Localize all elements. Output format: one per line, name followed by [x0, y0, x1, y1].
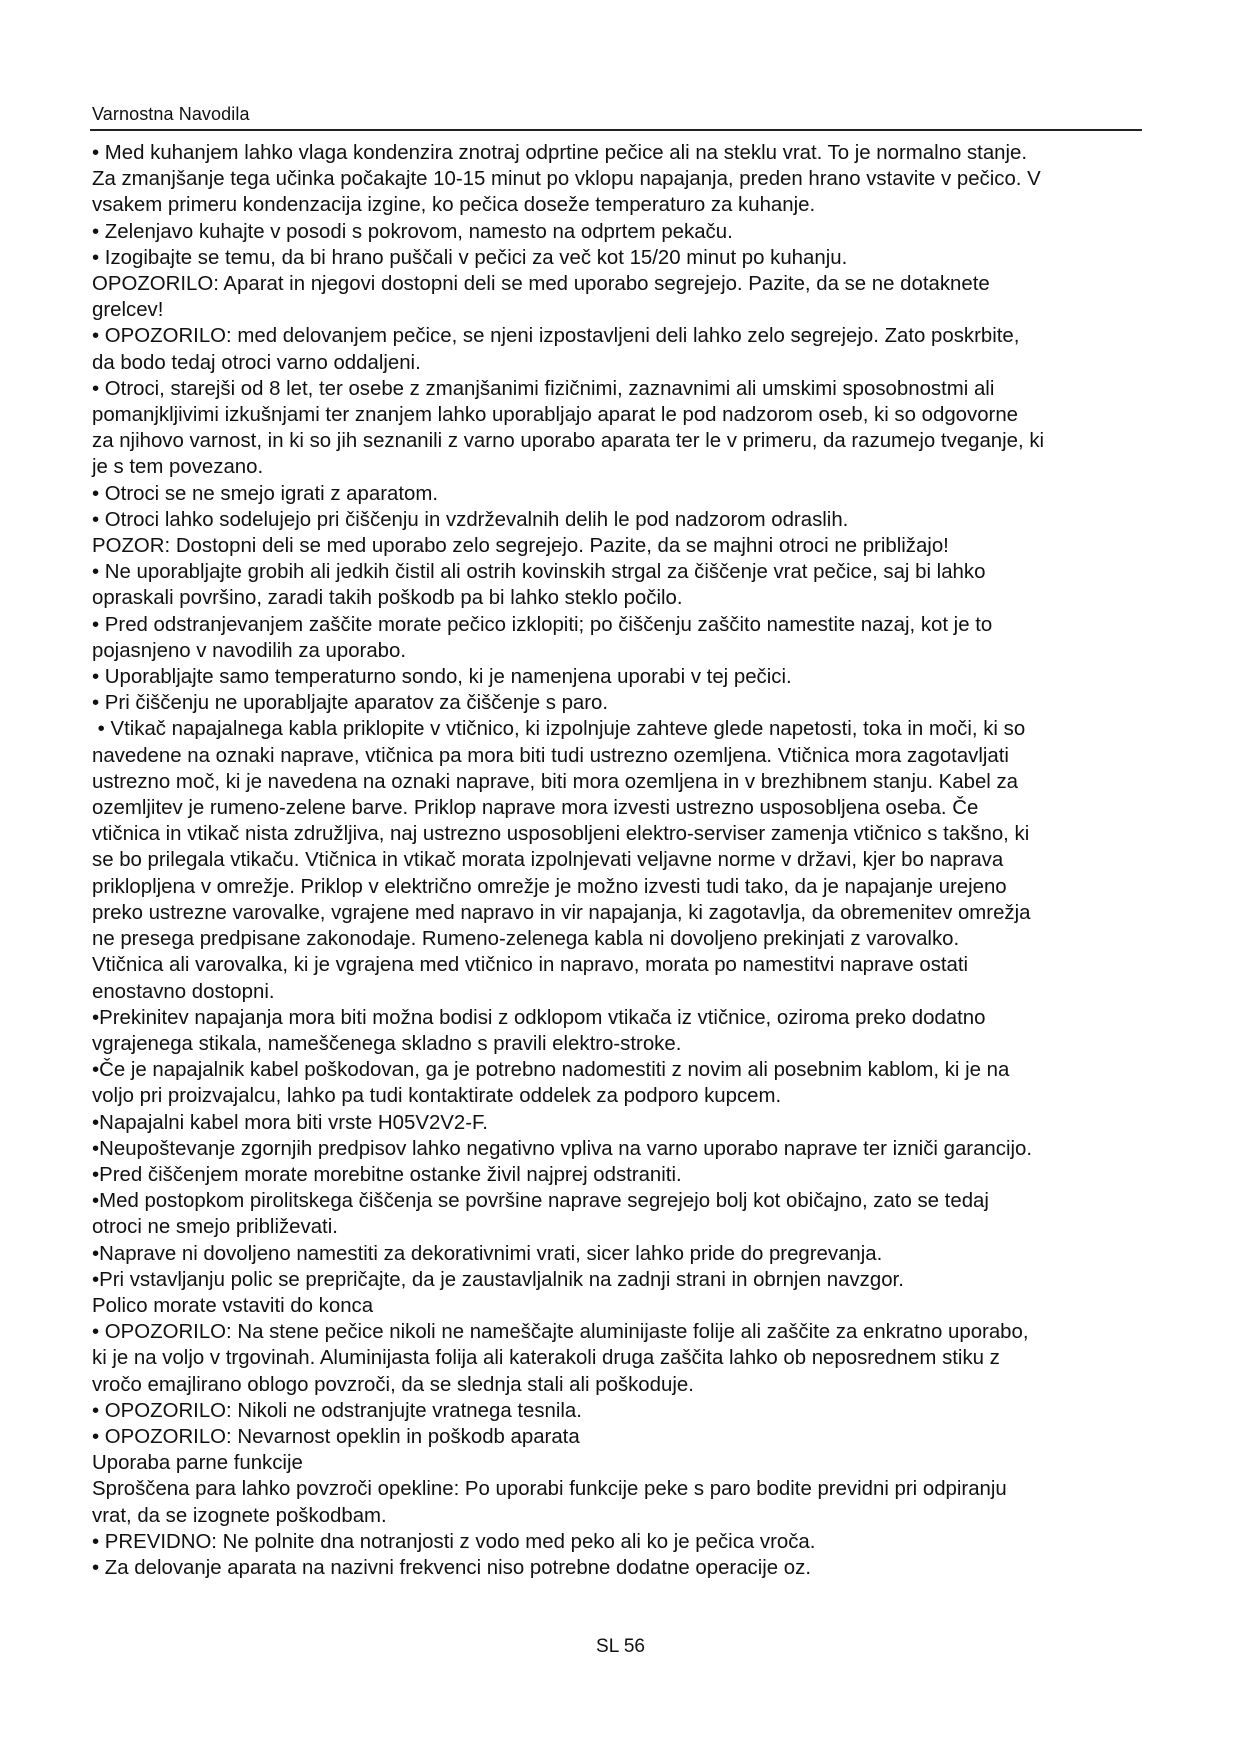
text-line: priklopljena v omrežje. Priklop v električno omrežje je možno izvesti tudi tako, da je napajanje urejeno — [92, 875, 1007, 898]
text-line: vgrajenega stikala, nameščenega skladno s pravili elektro-stroke. — [92, 1032, 682, 1055]
text-line: vrat, da se izognete poškodbam. — [92, 1504, 387, 1527]
text-line: • Uporabljajte samo temperaturno sondo, ki je namenjena uporabi v tej pečici. — [92, 666, 792, 689]
text-line: • Za delovanje aparata na nazivni frekvenci niso potrebne dodatne operacije oz. — [92, 1556, 812, 1579]
text-line: •Napajalni kabel mora biti vrste H05V2V2-F. — [92, 1111, 488, 1134]
text-line: • Vtikač napajalnega kabla priklopite v vtičnico, ki izpolnjuje zahteve glede napetosti, toka in moči, ki so — [92, 718, 1026, 741]
text-line: ozemljitev je rumeno-zelene barve. Priklop naprave mora izvesti ustrezno usposobljena oseba. Če — [92, 797, 979, 820]
text-line: • Otroci, starejši od 8 let, ter osebe z zmanjšanimi fizičnimi, zaznavnimi ali umskimi sposobnostmi ali — [92, 377, 995, 400]
text-line: otroci ne smejo približevati. — [92, 1216, 338, 1239]
text-line: • Izogibajte se temu, da bi hrano puščali v pečici za več kot 15/20 minut po kuhanju. — [92, 246, 848, 269]
text-line: • Pred odstranjevanjem zaščite morate pečico izklopiti; po čiščenju zaščito namestite nazaj, kot je to — [92, 613, 993, 636]
text-line: • Otroci lahko sodelujejo pri čiščenju in vzdrževalnih delih le pod nadzorom odraslih. — [92, 508, 849, 531]
text-line: Polico morate vstaviti do konca — [92, 1294, 374, 1317]
text-line: vročo emajlirano oblogo povzroči, da se slednja stali ali poškoduje. — [92, 1373, 694, 1396]
text-line: •Pred čiščenjem morate morebitne ostanke živil najprej odstraniti. — [92, 1163, 682, 1186]
text-line: Uporaba parne funkcije — [92, 1452, 303, 1475]
text-line: • OPOZORILO: Na stene pečice nikoli ne nameščajte aluminijaste folije ali zaščite za enkratno uporabo, — [92, 1321, 1029, 1344]
page-header-title: Varnostna Navodila — [92, 104, 250, 124]
text-line: je s tem povezano. — [92, 456, 264, 479]
text-line: preko ustrezne varovalke, vgrajene med napravo in vir napajanja, ki zagotavlja, da obremenitev omrežja — [92, 901, 1031, 924]
text-line: • Otroci se ne smejo igrati z aparatom. — [92, 482, 438, 505]
text-line: za njihovo varnost, in ki so jih seznanili z varno uporabo aparata ter le v primeru, da razumejo tveganje, ki — [92, 430, 1045, 453]
text-line: se bo prilegala vtikaču. Vtičnica in vtikač morata izpolnjevati veljavne norme v državi, kjer bo naprava — [92, 849, 1004, 872]
text-line: pojasnjeno v navodilih za uporabo. — [92, 639, 407, 662]
text-line: grelcev! — [92, 299, 164, 322]
text-line: ne presega predpisane zakonodaje. Rumeno-zelenega kabla ni dovoljeno prekinjati z varovalko. — [92, 928, 960, 951]
text-line: • Ne uporabljajte grobih ali jedkih čistil ali ostrih kovinskih strgal za čiščenje vrat pečice, saj bi lahko — [92, 561, 986, 584]
text-line: •Če je napajalnik kabel poškodovan, ga je potrebno nadomestiti z novim ali posebnim kablom, ki je na — [92, 1059, 1010, 1082]
text-line: Sproščena para lahko povzroči opekline: Po uporabi funkcije peke s paro bodite previdni pri odpiranju — [92, 1478, 1007, 1501]
text-line: •Med postopkom pirolitskega čiščenja se površine naprave segrejejo bolj kot običajno, zato se tedaj — [92, 1190, 989, 1213]
text-line: vtičnica in vtikač nista združljiva, naj ustrezno usposobljeni elektro-serviser zamenja vtičnico s takšno, ki — [92, 823, 1030, 846]
text-line: navedene na oznaki naprave, vtičnica pa mora biti tudi ustrezno ozemljena. Vtičnica mora zagotavljati — [92, 744, 1009, 767]
text-line: • Pri čiščenju ne uporabljajte aparatov za čiščenje s paro. — [92, 692, 609, 715]
text-line: •Naprave ni dovoljeno namestiti za dekorativnimi vrati, sicer lahko pride do pregrevanja. — [92, 1242, 883, 1265]
text-line: pomanjkljivimi izkušnjami ter znanjem lahko uporabljajo aparat le pod nadzorom oseb, ki so odgovorne — [92, 404, 1019, 427]
header-divider — [90, 129, 1142, 131]
text-line: • OPOZORILO: Nikoli ne odstranjujte vratnega tesnila. — [92, 1399, 582, 1422]
text-line: •Pri vstavljanju polic se prepričajte, da je zaustavljalnik na zadnji strani in obrnjen navzgor. — [92, 1268, 904, 1291]
text-line: POZOR: Dostopni deli se med uporabo zelo segrejejo. Pazite, da se majhni otroci ne približajo! — [92, 535, 949, 558]
text-line: • Med kuhanjem lahko vlaga kondenzira znotraj odprtine pečice ali na steklu vrat. To je normalno stanje. — [92, 142, 1028, 164]
text-line: • OPOZORILO: med delovanjem pečice, se njeni izpostavljeni deli lahko zelo segrejejo. Zato poskrbite, — [92, 325, 1020, 348]
page-number: SL 56 — [596, 1636, 645, 1657]
safety-instructions-text — [92, 140, 1172, 1581]
text-line: ki je na voljo v trgovinah. Aluminijasta folija ali katerakoli druga zaščita lahko ob neposrednem stiku z — [92, 1347, 1000, 1370]
text-line: enostavno dostopni. — [92, 980, 275, 1003]
text-line: OPOZORILO: Aparat in njegovi dostopni deli se med uporabo segrejejo. Pazite, da se ne dotaknete — [92, 273, 990, 296]
text-line: •Prekinitev napajanja mora biti možna bodisi z odklopom vtikača iz vtičnice, oziroma preko dodatno — [92, 1006, 986, 1029]
text-line: voljo pri proizvajalcu, lahko pa tudi kontaktirate oddelek za podporo kupcem. — [92, 1085, 782, 1108]
text-line: •Neupoštevanje zgornjih predpisov lahko negativno vpliva na varno uporabo naprave ter izniči garancijo. — [92, 1137, 1033, 1160]
text-line: ustrezno moč, ki je navedena na oznaki naprave, biti mora ozemljena in v brezhibnem stanju. Kabel za — [92, 770, 1019, 793]
text-line: Vtičnica ali varovalka, ki je vgrajena med vtičnico in napravo, morata po namestitvi naprave ostati — [92, 954, 969, 977]
text-line: • Zelenjavo kuhajte v posodi s pokrovom, namesto na odprtem pekaču. — [92, 220, 733, 243]
text-line: vsakem primeru kondenzacija izgine, ko pečica doseže temperaturo za kuhanje. — [92, 194, 816, 217]
text-line: • PREVIDNO: Ne polnite dna notranjosti z vodo med peko ali ko je pečica vroča. — [92, 1530, 816, 1553]
text-line: da bodo tedaj otroci varno oddaljeni. — [92, 351, 421, 374]
text-line: • OPOZORILO: Nevarnost opeklin in poškodb aparata — [92, 1425, 580, 1448]
text-line: Za zmanjšanje tega učinka počakajte 10-15 minut po vklopu napajanja, preden hrano vstavite v pečico. V — [92, 168, 1041, 191]
text-line: opraskali površino, zaradi takih poškodb pa bi lahko steklo počilo. — [92, 587, 683, 610]
